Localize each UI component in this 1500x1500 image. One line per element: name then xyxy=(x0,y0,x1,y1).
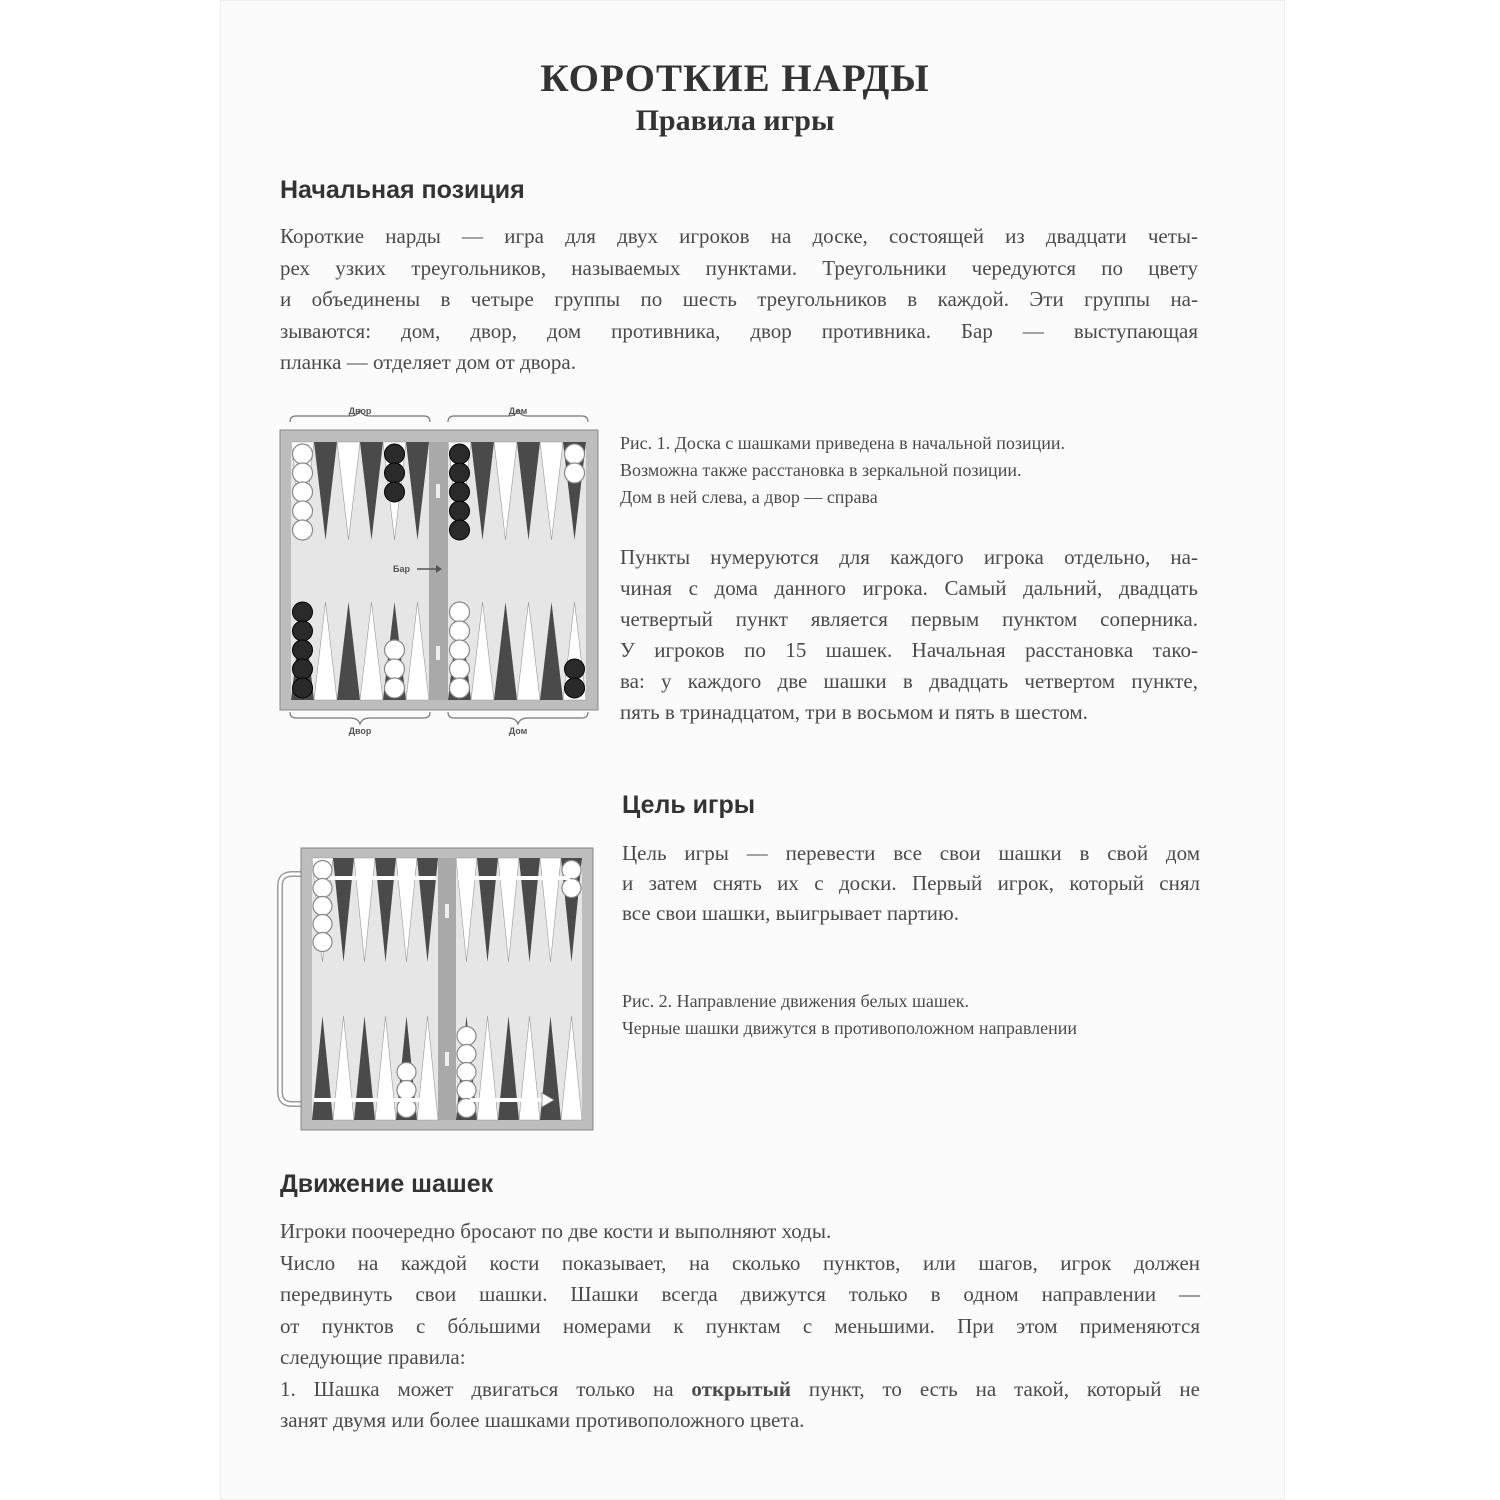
text-line: Число на каждой кости показывает, на сколько пунктов, или шагов, игрок должен xyxy=(280,1250,1200,1275)
section-heading-goal: Цель игры xyxy=(622,791,756,819)
label-top-left: Двор xyxy=(348,406,372,416)
backgammon-board-figure-2 xyxy=(270,842,600,1134)
black-checkers-top-left xyxy=(385,444,405,502)
text-line: пять в тринадцатом, три в восьмом и пять в шестом. xyxy=(620,700,1088,724)
backgammon-board-figure-1 xyxy=(278,400,600,740)
board-right-half xyxy=(448,442,586,700)
figure2-caption xyxy=(622,988,1200,1042)
text-line: следующие правила: xyxy=(280,1345,466,1369)
text-line: от пунктов с бóльшими номерами к пунктам с меньшими. При этом применяются xyxy=(280,1313,1200,1338)
rule-1-suffix: пункт, то есть на такой, который не xyxy=(790,1376,1200,1401)
text-line: планка — отделяет дом от двора. xyxy=(280,350,576,374)
white-checkers-bottom-left xyxy=(397,1063,416,1118)
board-left-half xyxy=(312,858,438,1120)
section2-paragraph xyxy=(622,838,1200,928)
text-line: передвинуть свои шашки. Шашки всегда движутся только в одном направлении — xyxy=(280,1282,1200,1306)
text-line: У игроков по 15 шашек. Начальная расстановка тако- xyxy=(620,638,1198,662)
white-checkers-bottom-left xyxy=(385,640,405,698)
text-line: Цель игры — перевести все свои шашки в свой дом xyxy=(622,841,1200,865)
text-line: все свои шашки, выигрывает партию. xyxy=(622,901,959,925)
section-heading-movement: Движение шашек xyxy=(280,1170,494,1198)
caption-line: Дом в ней слева, а двор — справа xyxy=(620,487,878,507)
section1-paragraph xyxy=(280,221,1198,379)
section3-paragraph xyxy=(280,1216,1200,1437)
rule-1-line xyxy=(280,1374,1200,1406)
text-line: Короткие нарды — игра для двух игроков на доске, состоящей из двадцати четы- xyxy=(280,224,1198,248)
page-subtitle: Правила игры xyxy=(635,104,835,137)
figure1-caption xyxy=(620,430,1180,511)
text-line: занят двумя или более шашками противоположного цвета. xyxy=(280,1408,805,1432)
bar-label: Бар xyxy=(393,564,410,574)
text-line: ва: у каждого две шашки в двадцать четвертом пункте, xyxy=(620,669,1198,693)
text-line: Игроки поочередно бросают по две кости и выполняют ходы. xyxy=(280,1219,832,1243)
text-line: и объединены в четыре группы по шесть треугольников в каждой. Эти группы на- xyxy=(280,287,1198,311)
black-checkers-top-right xyxy=(450,444,470,540)
caption-line: Черные шашки движутся в противоположном направлении xyxy=(622,1018,1078,1038)
rule-1-prefix: 1. Шашка может двигаться только на xyxy=(280,1376,692,1401)
hinge xyxy=(445,1052,449,1066)
label-bottom-left: Двор xyxy=(348,726,372,736)
hinge xyxy=(445,904,449,918)
bottom-left-brace xyxy=(290,712,430,724)
hinge xyxy=(436,646,440,660)
label-bottom-right: Дом xyxy=(508,726,528,736)
caption-line: Возможна также расстановка в зеркальной позиции. xyxy=(620,460,1022,480)
board-right-half xyxy=(456,858,582,1120)
text-line: четвертый пункт является первым пунктом соперника. xyxy=(620,607,1198,631)
bottom-right-brace xyxy=(448,712,588,724)
caption-line: Рис. 1. Доска с шашками приведена в начальной позиции. xyxy=(620,433,1066,453)
label-top-right: Дом xyxy=(508,406,528,416)
section-heading-initial-position: Начальная позиция xyxy=(280,176,525,204)
page-title: КОРОТКИЕ НАРДЫ xyxy=(540,57,930,100)
figure1-text xyxy=(620,542,1198,728)
hinge xyxy=(436,484,440,498)
text-line: чиная с дома данного игрока. Самый дальний, двадцать xyxy=(620,576,1198,600)
white-checkers-top-left xyxy=(293,444,313,540)
white-checkers-top-left xyxy=(313,861,332,952)
bar xyxy=(438,858,456,1120)
caption-line: Рис. 2. Направление движения белых шашек. xyxy=(622,991,969,1011)
rule-1-bold-term: открытый xyxy=(691,1376,791,1401)
text-line: и затем снять их с доски. Первый игрок, который снял xyxy=(622,871,1200,895)
text-line: зываются: дом, двор, дом противника, двор противника. Бар — выступающая xyxy=(280,318,1198,343)
text-line: Пункты нумеруются для каждого игрока отдельно, на- xyxy=(620,545,1198,569)
white-checkers-bottom-right xyxy=(450,602,470,698)
black-checkers-bottom-left xyxy=(293,602,313,698)
white-checkers-bottom-right xyxy=(457,1027,476,1118)
text-line: рех узких треугольников, называемых пунктами. Треугольники чередуются по цвету xyxy=(280,255,1198,280)
